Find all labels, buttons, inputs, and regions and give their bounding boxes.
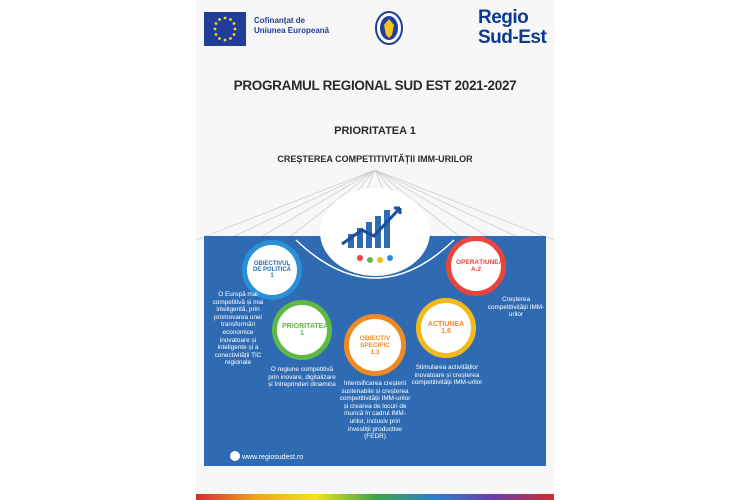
poster <box>196 0 554 500</box>
regio-logo-line1: Regio <box>478 7 529 28</box>
obiectiv-specific-text: Intensificarea creșterii sustenabile și creșterea competitivității IMM-urilor și crearea de locuri de muncă în cadrul IMM-urilor, inclusiv prin investiții productive (FEDR) <box>339 380 411 441</box>
actiunea-text: Stimularea activităților inovatoare și creșterea competitivității IMM-urilor <box>411 364 483 387</box>
eu-flag-logo <box>204 12 246 46</box>
page-title: PROGRAMUL REGIONAL SUD EST 2021-2027 <box>233 78 517 93</box>
website-link[interactable]: www.regiosudest.ro <box>242 454 304 461</box>
obiectiv-specific-label: OBIECTIV SPECIFIC 1.3 <box>359 334 391 356</box>
prioritatea-label: PRIORITATEA 1 <box>282 323 329 337</box>
circle-prioritatea <box>272 300 332 360</box>
circle-operatiunea <box>446 236 506 296</box>
circle-actiunea <box>416 298 476 358</box>
circle-obiectiv-specific <box>344 314 406 376</box>
eu-cofinance-label <box>254 16 354 36</box>
eu-label-line1: Cofinanțat de <box>254 16 306 25</box>
priority-subtitle: CREȘTEREA COMPETITIVITĂȚII IMM-URILOR <box>277 154 473 164</box>
operatiunea-label: OPERAȚIUNEA A.2 <box>456 259 504 273</box>
government-seal-logo <box>374 10 404 46</box>
regio-sud-est-logo <box>478 8 546 48</box>
obiectiv-politica-label: OBIECTIVUL DE POLITICĂ 1 <box>252 261 291 279</box>
priority-heading: PRIORITATEA 1 <box>334 125 416 137</box>
color-strip <box>196 494 554 500</box>
website-icon <box>230 451 240 461</box>
operatiunea-text: Creșterea competitivității IMM-urilor <box>487 296 545 319</box>
regio-logo-line2: Sud-Est <box>478 27 547 48</box>
actiunea-label: ACȚIUNEA 1.6 <box>427 321 465 335</box>
obiectiv-politica-text: O Europă mai competitivă și mai inteligentă, prin promovarea unei transformări economice inovatoare și inteligente și a conectivității TIC regionale <box>212 291 264 367</box>
arc-connector <box>292 236 458 286</box>
prioritatea-text: O regiune competitivă prin inovare, digitalizare și întreprinderi dinamice <box>268 366 336 389</box>
eu-label-line2: Uniunea Europeană <box>254 26 330 35</box>
